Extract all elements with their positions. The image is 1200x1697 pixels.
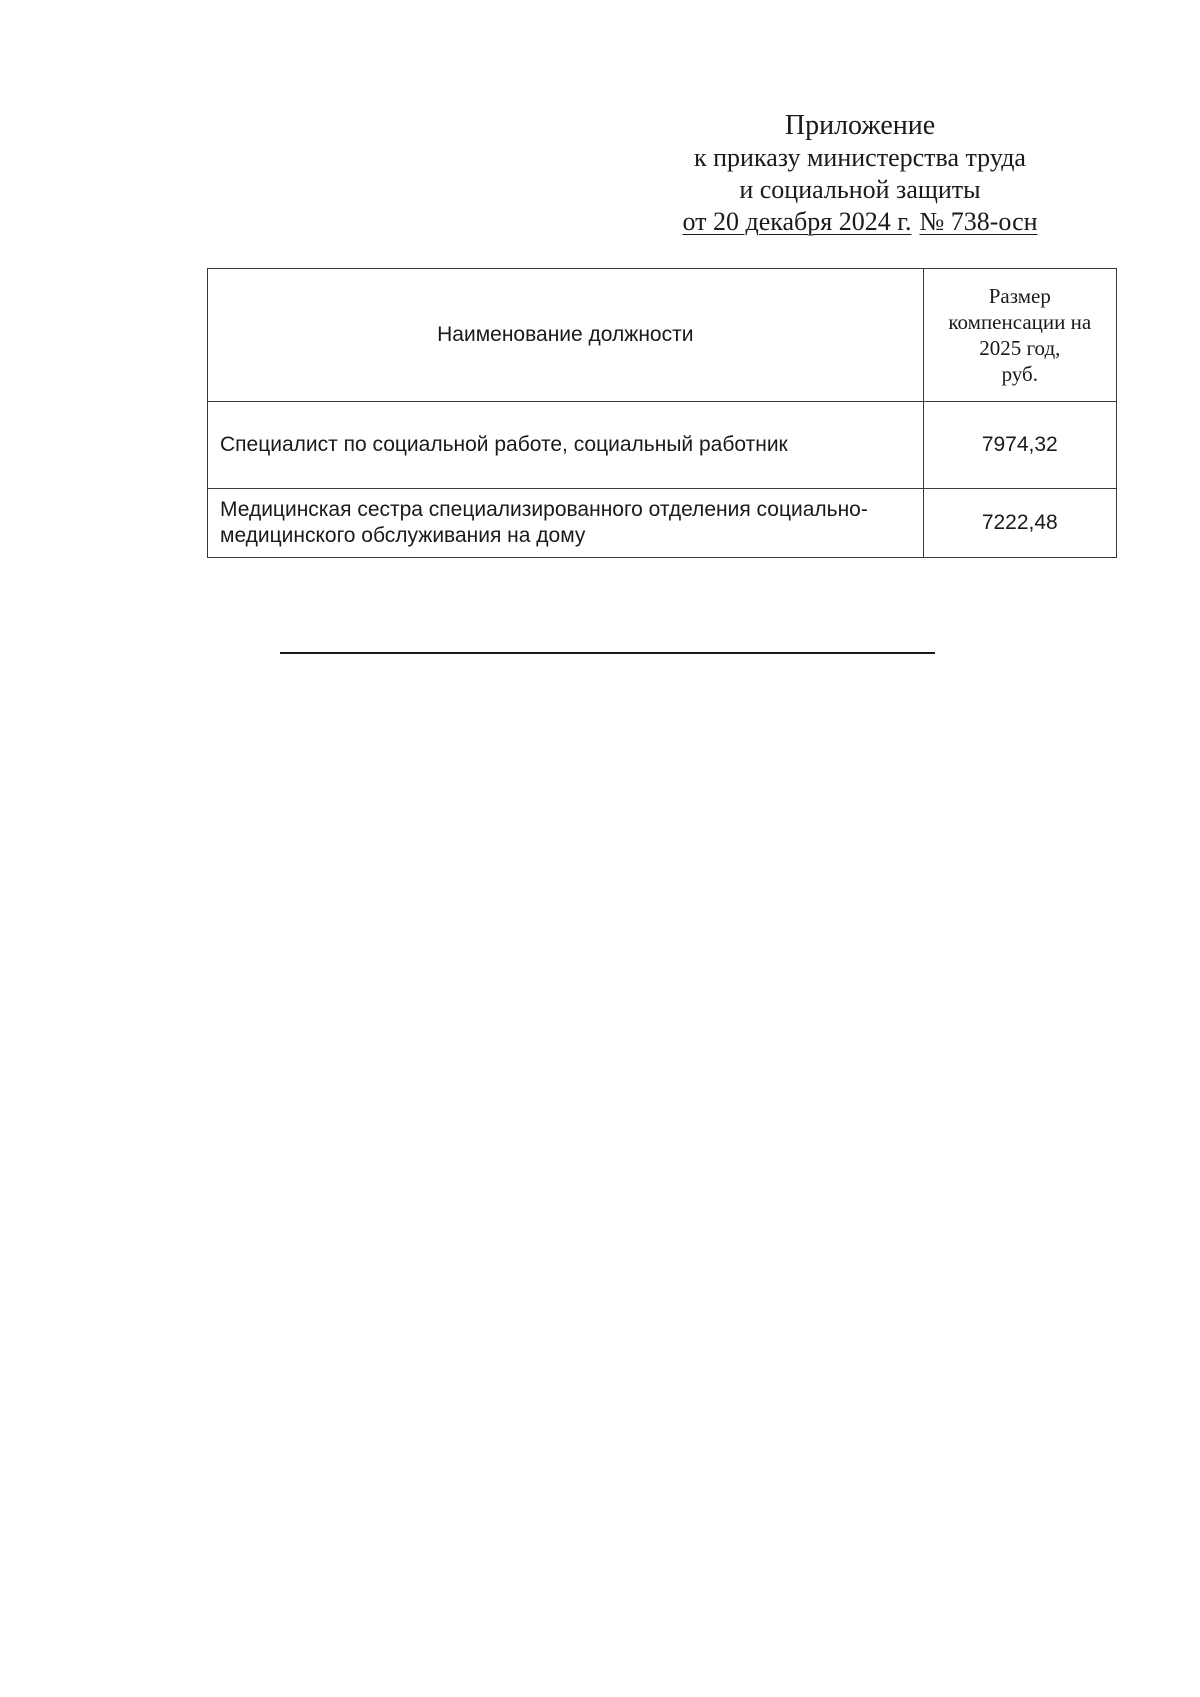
amount-header-line: 2025 год, (979, 336, 1061, 360)
table-row (208, 489, 1117, 558)
table-row (208, 402, 1117, 489)
compensation-amount: 7974,32 (923, 402, 1116, 489)
amount-header-line: компенсации на (948, 310, 1092, 334)
closing-line (280, 652, 935, 654)
order-date-number (640, 206, 1080, 238)
column-header-amount (923, 269, 1116, 402)
column-header-position: Наименование должности (208, 269, 924, 402)
appendix-title: Приложение (784, 110, 936, 141)
ministry-name: и социальной защиты (739, 175, 981, 204)
amount-header-line: Размер (988, 284, 1051, 308)
position-name-line: Медицинская сестра специализированного отделения социально- (220, 498, 868, 521)
position-name: Специалист по социальной работе, социальный работник (208, 402, 924, 489)
position-name-line: медицинского обслуживания на дому (220, 524, 586, 547)
compensation-amount: 7222,48 (923, 489, 1116, 558)
position-name (208, 489, 924, 558)
compensation-table (207, 268, 1117, 558)
order-number: № 738-осн (919, 207, 1038, 236)
order-reference: к приказу министерства труда (694, 143, 1026, 172)
amount-header-line: руб. (1001, 362, 1038, 386)
appendix-header (640, 110, 1080, 238)
order-date: от 20 декабря 2024 г. (682, 207, 912, 236)
table-header-row (208, 269, 1117, 402)
